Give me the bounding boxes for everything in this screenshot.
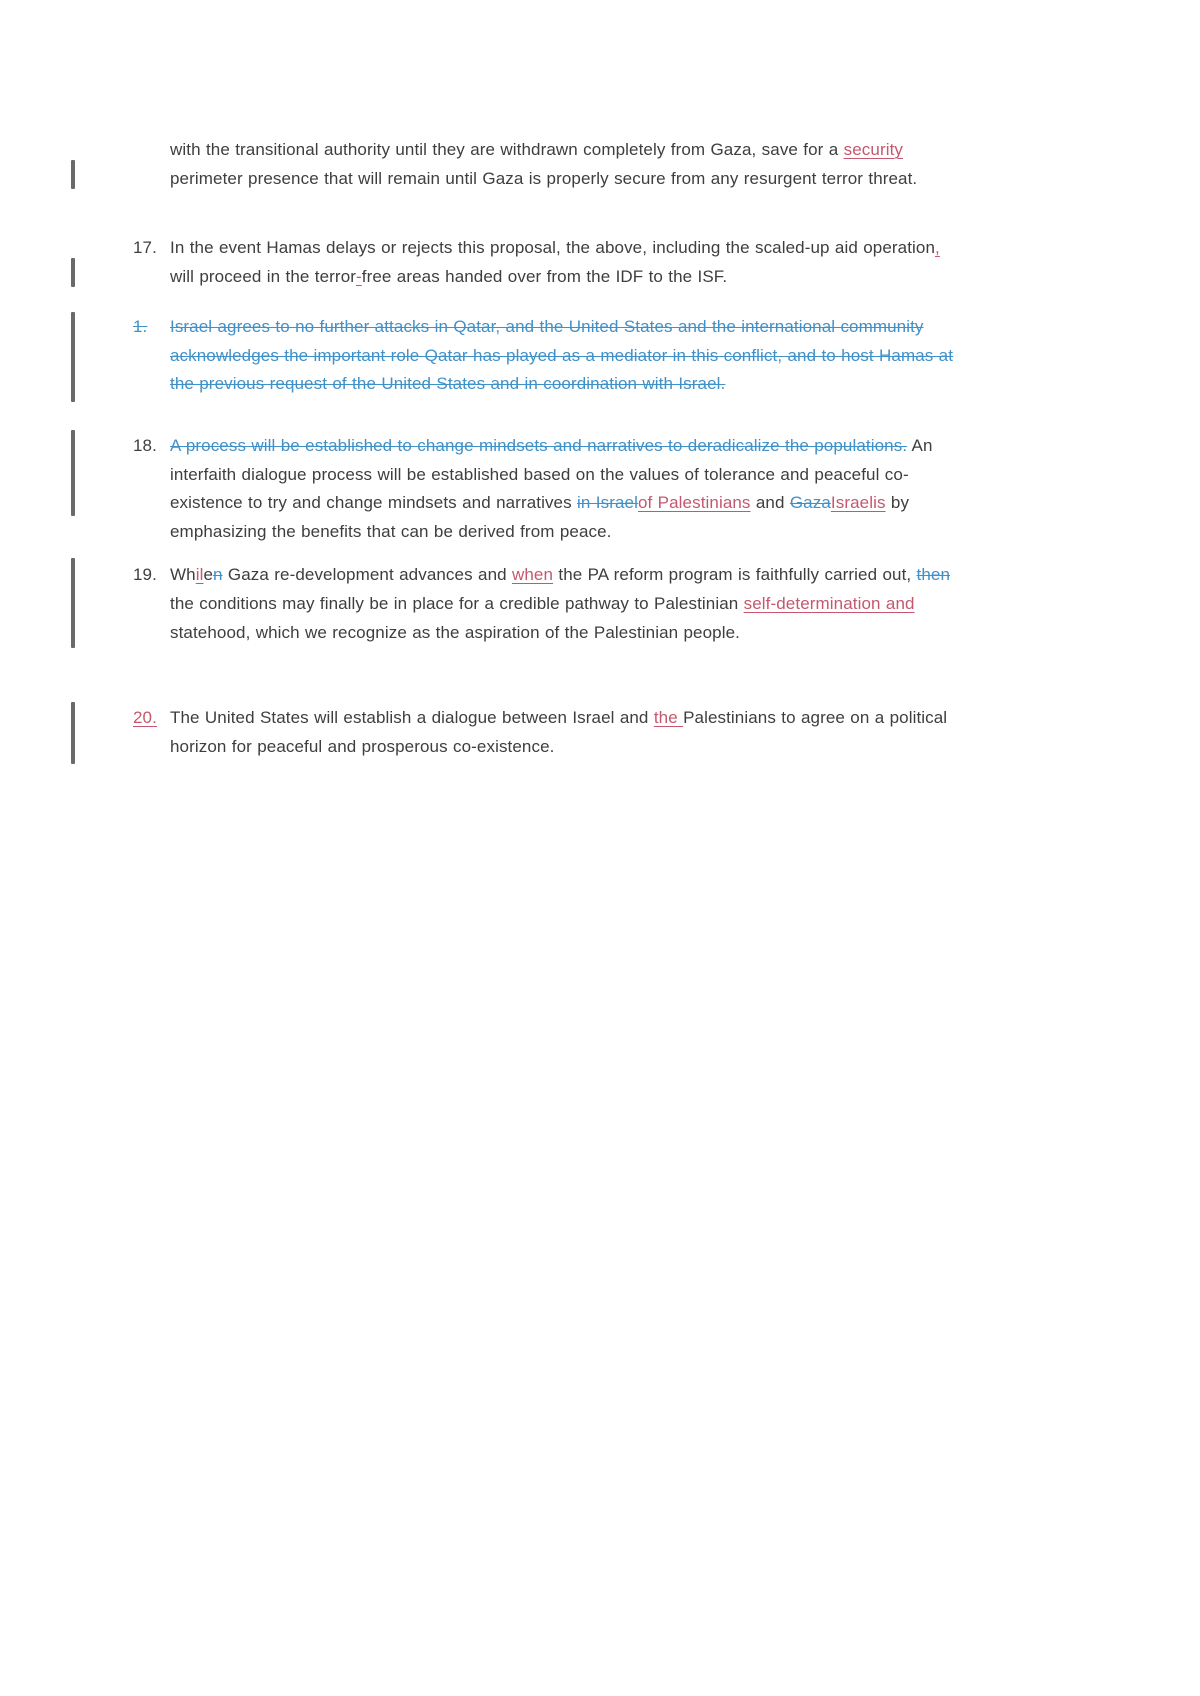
inserted-text: - bbox=[356, 267, 362, 286]
paragraph-18 bbox=[133, 432, 961, 546]
deleted-text: in Israel bbox=[577, 493, 638, 512]
body-text-run: Wh bbox=[170, 565, 196, 584]
list-number: 17. bbox=[133, 238, 157, 257]
body-text-run: An interfaith dialogue process will be established based on the values of tolerance and peaceful co-existence to try and change mindsets and narratives bbox=[170, 436, 933, 512]
deleted-paragraph-1 bbox=[133, 313, 961, 399]
deleted-text: Israel agrees to no further attacks in Qatar, and the United States and the international community acknowledges the important role Qatar has played as a mediator in this conflict, and to host Hamas at the previous request of the United States and in coordination with Israel. bbox=[170, 317, 954, 393]
inserted-text: the bbox=[653, 708, 684, 727]
paragraph-text bbox=[133, 135, 961, 193]
body-text-run: with the transitional authority until they are withdrawn completely from Gaza, save for a bbox=[170, 140, 844, 159]
deleted-text: n bbox=[213, 565, 223, 584]
body-text-run: by emphasizing the benefits that can be derived from peace. bbox=[170, 493, 910, 541]
deleted-text: A process will be established to change mindsets and narratives to deradicalize the populations. bbox=[170, 436, 908, 455]
inserted-text: , bbox=[935, 238, 940, 257]
inserted-text: when bbox=[512, 565, 554, 584]
paragraph-text bbox=[133, 560, 961, 647]
body-text-run: Gaza re-development advances and bbox=[222, 565, 512, 584]
body-text-run: statehood, which we recognize as the aspiration of the Palestinian people. bbox=[170, 623, 740, 642]
body-text-run: e bbox=[203, 565, 214, 584]
paragraph-text bbox=[133, 703, 961, 761]
list-number: 18. bbox=[133, 436, 157, 455]
body-text-run: and bbox=[750, 493, 790, 512]
change-bar bbox=[71, 702, 75, 764]
body-text-run: In the event Hamas delays or rejects this proposal, the above, including the scaled-up aid operation bbox=[170, 238, 936, 257]
deleted-text: then bbox=[916, 565, 951, 584]
body-text-run: perimeter presence that will remain until Gaza is properly secure from any resurgent terror threat. bbox=[170, 169, 918, 188]
body-text-run: the PA reform program is faithfully carried out, bbox=[553, 565, 917, 584]
change-bar bbox=[71, 258, 75, 287]
inserted-text: il bbox=[195, 565, 204, 584]
body-text-run: Palestinians to agree on a political horizon for peaceful and prosperous co-existence. bbox=[170, 708, 948, 756]
change-bar bbox=[71, 160, 75, 189]
paragraph-text bbox=[133, 432, 961, 546]
list-number: 1. bbox=[133, 317, 148, 336]
list-number: 19. bbox=[133, 565, 157, 584]
paragraph-19 bbox=[133, 560, 961, 647]
paragraph-17 bbox=[133, 233, 961, 291]
change-bar bbox=[71, 430, 75, 516]
inserted-text: security bbox=[843, 140, 904, 159]
body-text-run: The United States will establish a dialogue between Israel and bbox=[170, 708, 654, 727]
paragraph-text bbox=[133, 313, 961, 399]
inserted-text: self-determination and bbox=[743, 594, 915, 613]
inserted-text: Israelis bbox=[830, 493, 886, 512]
paragraph-16-continuation bbox=[133, 135, 961, 193]
body-text-run: will proceed in the terror bbox=[170, 267, 357, 286]
paragraph-20 bbox=[133, 703, 961, 761]
change-bar bbox=[71, 312, 75, 402]
inserted-text: of Palestinians bbox=[637, 493, 751, 512]
body-text-run: the conditions may finally be in place for a credible pathway to Palestinian bbox=[170, 594, 744, 613]
paragraph-text bbox=[133, 233, 961, 291]
body-text-run: free areas handed over from the IDF to the ISF. bbox=[361, 267, 728, 286]
deleted-text: Gaza bbox=[789, 493, 831, 512]
list-number: 20. bbox=[133, 708, 157, 727]
change-bar bbox=[71, 558, 75, 648]
